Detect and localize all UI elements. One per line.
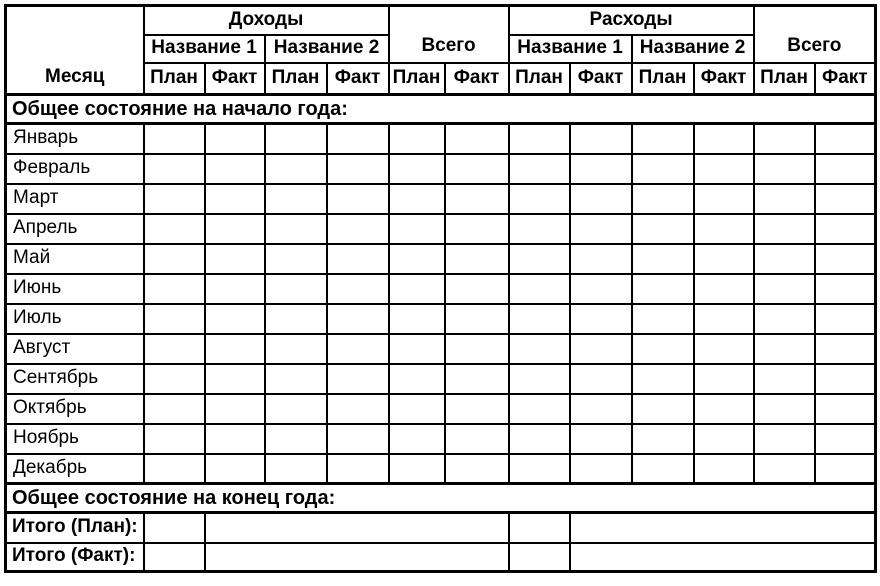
data-cell[interactable] [815, 304, 876, 334]
data-cell[interactable] [327, 394, 389, 424]
month-label: Октябрь [6, 394, 144, 424]
data-cell[interactable] [327, 214, 389, 244]
data-cell[interactable] [144, 394, 205, 424]
plan-header: План [389, 63, 445, 95]
data-cell[interactable] [754, 124, 815, 154]
data-cell[interactable] [815, 394, 876, 424]
data-cell[interactable] [389, 274, 445, 304]
data-cell[interactable] [815, 424, 876, 454]
data-cell[interactable] [632, 394, 694, 424]
data-cell[interactable] [327, 454, 389, 484]
data-cell[interactable] [754, 244, 815, 274]
month-label: Июнь [6, 274, 144, 304]
group-header-income: Доходы [144, 6, 389, 35]
total-fact-label: Итого (Факт): [6, 543, 144, 572]
merged-cell [205, 513, 509, 543]
data-cell[interactable] [632, 424, 694, 454]
data-cell[interactable] [632, 244, 694, 274]
data-cell[interactable] [815, 124, 876, 154]
data-cell[interactable] [754, 364, 815, 394]
data-cell[interactable] [445, 124, 509, 154]
table-row [6, 304, 876, 334]
table-row [6, 154, 876, 184]
data-cell[interactable] [265, 334, 327, 364]
data-cell[interactable] [265, 244, 327, 274]
fact-header: Факт [694, 63, 754, 95]
data-cell[interactable] [754, 184, 815, 214]
total-fact-row [6, 543, 876, 572]
table-row [6, 274, 876, 304]
data-cell[interactable] [327, 184, 389, 214]
data-cell[interactable] [445, 184, 509, 214]
section-label: Общее состояние на конец года: [6, 484, 876, 513]
subgroup-header-income-name1: Название 1 [144, 35, 265, 63]
total-header-expenses: Всего [754, 6, 876, 63]
data-cell[interactable] [144, 274, 205, 304]
data-cell[interactable] [632, 364, 694, 394]
data-cell[interactable] [632, 184, 694, 214]
data-cell[interactable] [144, 543, 205, 572]
data-cell[interactable] [694, 244, 754, 274]
data-cell[interactable] [205, 274, 265, 304]
data-cell[interactable] [389, 184, 445, 214]
data-cell[interactable] [509, 244, 570, 274]
merged-cell [570, 543, 876, 572]
data-cell[interactable] [754, 424, 815, 454]
total-header-income: Всего [389, 6, 509, 63]
month-label: Июль [6, 304, 144, 334]
data-cell[interactable] [144, 364, 205, 394]
data-cell[interactable] [754, 214, 815, 244]
section-label: Общее состояние на начало года: [6, 95, 876, 124]
plan-header: План [632, 63, 694, 95]
data-cell[interactable] [509, 513, 570, 543]
data-cell[interactable] [694, 304, 754, 334]
data-cell[interactable] [754, 454, 815, 484]
table-row [6, 334, 876, 364]
data-cell[interactable] [389, 244, 445, 274]
data-cell[interactable] [445, 214, 509, 244]
plan-header: План [754, 63, 815, 95]
data-cell[interactable] [754, 154, 815, 184]
data-cell[interactable] [327, 334, 389, 364]
table-row [6, 424, 876, 454]
data-cell[interactable] [570, 364, 632, 394]
data-cell[interactable] [509, 274, 570, 304]
data-cell[interactable] [815, 214, 876, 244]
data-cell[interactable] [632, 214, 694, 244]
table-row [6, 124, 876, 154]
fact-header: Факт [570, 63, 632, 95]
table-row [6, 394, 876, 424]
month-label: Август [6, 334, 144, 364]
data-cell[interactable] [265, 454, 327, 484]
data-cell[interactable] [389, 214, 445, 244]
data-cell[interactable] [632, 304, 694, 334]
data-cell[interactable] [144, 184, 205, 214]
data-cell[interactable] [265, 154, 327, 184]
data-cell[interactable] [754, 274, 815, 304]
header-row-groups [6, 6, 876, 35]
data-cell[interactable] [632, 454, 694, 484]
data-cell[interactable] [754, 334, 815, 364]
data-cell[interactable] [445, 424, 509, 454]
data-cell[interactable] [144, 304, 205, 334]
data-cell[interactable] [265, 214, 327, 244]
data-cell[interactable] [509, 214, 570, 244]
data-cell[interactable] [205, 124, 265, 154]
data-cell[interactable] [327, 124, 389, 154]
data-cell[interactable] [509, 334, 570, 364]
data-cell[interactable] [815, 274, 876, 304]
data-cell[interactable] [570, 424, 632, 454]
data-cell[interactable] [570, 304, 632, 334]
data-cell[interactable] [445, 274, 509, 304]
data-cell[interactable] [815, 184, 876, 214]
data-cell[interactable] [694, 424, 754, 454]
data-cell[interactable] [445, 154, 509, 184]
data-cell[interactable] [389, 124, 445, 154]
data-cell[interactable] [205, 214, 265, 244]
data-cell[interactable] [632, 334, 694, 364]
data-cell[interactable] [694, 454, 754, 484]
data-cell[interactable] [389, 154, 445, 184]
merged-cell [205, 543, 509, 572]
data-cell[interactable] [445, 304, 509, 334]
month-label: Май [6, 244, 144, 274]
column-header-month: Месяц [6, 6, 144, 95]
data-cell[interactable] [509, 364, 570, 394]
data-cell[interactable] [570, 124, 632, 154]
subgroup-header-expenses-name2: Название 2 [632, 35, 754, 63]
month-label: Ноябрь [6, 424, 144, 454]
data-cell[interactable] [815, 334, 876, 364]
total-plan-row [6, 513, 876, 543]
data-cell[interactable] [570, 244, 632, 274]
data-cell[interactable] [754, 304, 815, 334]
subgroup-header-expenses-name1: Название 1 [509, 35, 632, 63]
data-cell[interactable] [327, 304, 389, 334]
plan-header: План [509, 63, 570, 95]
data-cell[interactable] [265, 364, 327, 394]
data-cell[interactable] [327, 244, 389, 274]
data-cell[interactable] [265, 304, 327, 334]
data-cell[interactable] [144, 334, 205, 364]
data-cell[interactable] [205, 334, 265, 364]
data-cell[interactable] [694, 364, 754, 394]
data-cell[interactable] [570, 214, 632, 244]
data-cell[interactable] [389, 304, 445, 334]
data-cell[interactable] [205, 424, 265, 454]
data-cell[interactable] [327, 154, 389, 184]
data-cell[interactable] [389, 334, 445, 364]
table-row [6, 454, 876, 484]
data-cell[interactable] [509, 394, 570, 424]
data-cell[interactable] [815, 454, 876, 484]
fact-header: Факт [327, 63, 389, 95]
table-row [6, 364, 876, 394]
plan-header: План [265, 63, 327, 95]
data-cell[interactable] [694, 214, 754, 244]
table-row [6, 244, 876, 274]
data-cell[interactable] [144, 154, 205, 184]
data-cell[interactable] [570, 454, 632, 484]
month-label: Декабрь [6, 454, 144, 484]
data-cell[interactable] [144, 124, 205, 154]
total-plan-label: Итого (План): [6, 513, 144, 543]
data-cell[interactable] [389, 454, 445, 484]
fact-header: Факт [205, 63, 265, 95]
data-cell[interactable] [265, 274, 327, 304]
data-cell[interactable] [205, 364, 265, 394]
table-row [6, 214, 876, 244]
data-cell[interactable] [205, 304, 265, 334]
data-cell[interactable] [509, 454, 570, 484]
data-cell[interactable] [205, 244, 265, 274]
data-cell[interactable] [327, 274, 389, 304]
data-cell[interactable] [509, 424, 570, 454]
data-cell[interactable] [570, 154, 632, 184]
data-cell[interactable] [144, 513, 205, 543]
merged-cell [570, 513, 876, 543]
data-cell[interactable] [815, 154, 876, 184]
data-cell[interactable] [694, 394, 754, 424]
data-cell[interactable] [694, 184, 754, 214]
data-cell[interactable] [570, 334, 632, 364]
data-cell[interactable] [632, 154, 694, 184]
data-cell[interactable] [570, 184, 632, 214]
data-cell[interactable] [389, 424, 445, 454]
data-cell[interactable] [694, 154, 754, 184]
month-label: Сентябрь [6, 364, 144, 394]
data-cell[interactable] [815, 364, 876, 394]
data-cell[interactable] [632, 274, 694, 304]
data-cell[interactable] [389, 364, 445, 394]
data-cell[interactable] [445, 394, 509, 424]
month-label: Январь [6, 124, 144, 154]
month-label: Апрель [6, 214, 144, 244]
data-cell[interactable] [509, 543, 570, 572]
data-cell[interactable] [632, 124, 694, 154]
table-row [6, 184, 876, 214]
data-cell[interactable] [445, 334, 509, 364]
data-cell[interactable] [445, 244, 509, 274]
data-cell[interactable] [694, 274, 754, 304]
data-cell[interactable] [327, 364, 389, 394]
data-cell[interactable] [509, 124, 570, 154]
data-cell[interactable] [265, 184, 327, 214]
data-cell[interactable] [445, 454, 509, 484]
data-cell[interactable] [144, 214, 205, 244]
fact-header: Факт [815, 63, 876, 95]
plan-header: План [144, 63, 205, 95]
data-cell[interactable] [509, 304, 570, 334]
data-cell[interactable] [815, 244, 876, 274]
data-cell[interactable] [144, 424, 205, 454]
group-header-expenses: Расходы [509, 6, 754, 35]
data-cell[interactable] [694, 124, 754, 154]
data-cell[interactable] [754, 394, 815, 424]
data-cell[interactable] [144, 244, 205, 274]
data-cell[interactable] [509, 184, 570, 214]
data-cell[interactable] [265, 124, 327, 154]
data-cell[interactable] [570, 274, 632, 304]
month-label: Февраль [6, 154, 144, 184]
data-cell[interactable] [445, 364, 509, 394]
data-cell[interactable] [389, 394, 445, 424]
data-cell[interactable] [205, 454, 265, 484]
budget-table [4, 4, 877, 573]
subgroup-header-income-name2: Название 2 [265, 35, 389, 63]
month-label: Март [6, 184, 144, 214]
data-cell[interactable] [265, 424, 327, 454]
data-cell[interactable] [694, 334, 754, 364]
data-cell[interactable] [205, 154, 265, 184]
data-cell[interactable] [265, 394, 327, 424]
section-row-end-of-year [6, 484, 876, 513]
data-cell[interactable] [570, 394, 632, 424]
data-cell[interactable] [509, 154, 570, 184]
data-cell[interactable] [205, 394, 265, 424]
fact-header: Факт [445, 63, 509, 95]
section-row-start-of-year [6, 95, 876, 124]
data-cell[interactable] [205, 184, 265, 214]
data-cell[interactable] [144, 454, 205, 484]
data-cell[interactable] [327, 424, 389, 454]
